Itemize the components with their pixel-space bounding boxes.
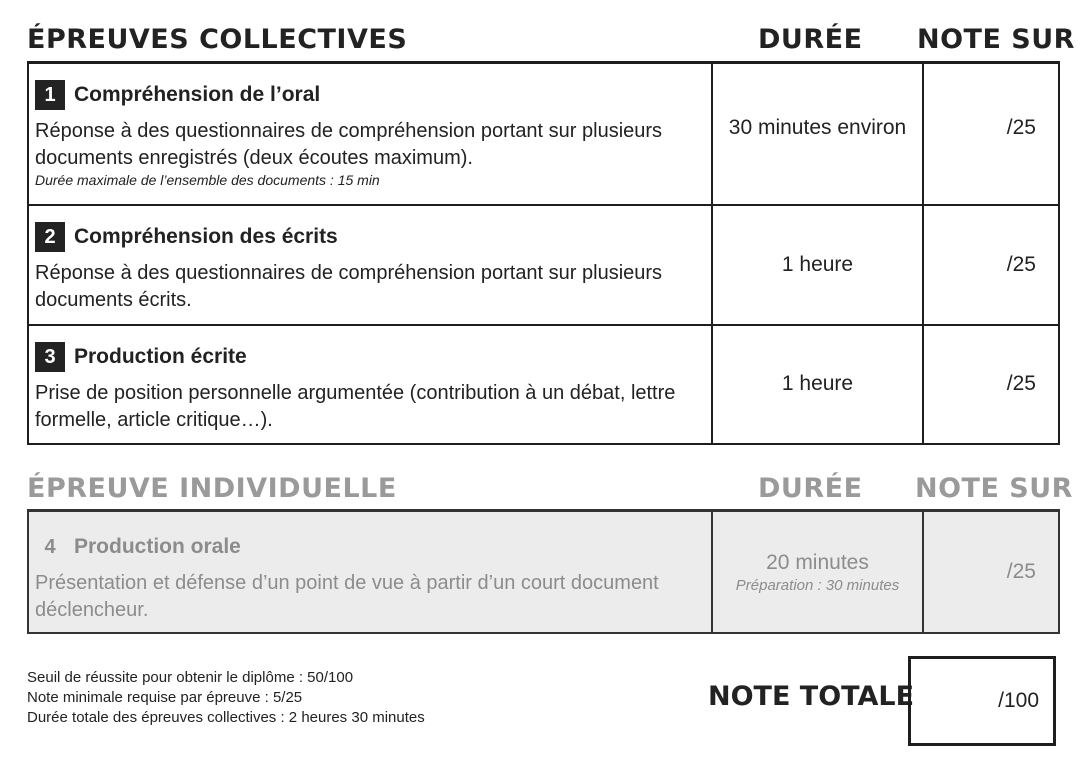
collective-score-header: NOTE SUR — [917, 24, 1075, 55]
table-row — [28, 63, 1059, 205]
table-row — [28, 325, 1059, 444]
exam-title: Production écrite — [74, 344, 247, 368]
table-row — [28, 205, 1059, 325]
collective-duration-header: DURÉE — [758, 24, 863, 55]
exam-score: /25 — [923, 511, 1059, 634]
exam-duration-cell — [712, 511, 923, 634]
exam-description: Présentation et défense d’un point de vue à partir d’un court document déclencheur. — [35, 572, 659, 621]
exam-description-cell — [28, 63, 712, 205]
minimum-score-text: Note minimale requise par épreuve : 5/25 — [27, 689, 303, 706]
total-score-value: /100 — [998, 689, 1039, 712]
table-row — [28, 511, 1059, 634]
total-score-label: NOTE TOTALE — [708, 681, 915, 712]
exam-duration: 20 minutes — [766, 550, 869, 574]
exam-title: Compréhension de l’oral — [74, 83, 321, 106]
exam-description: Réponse à des questionnaires de compréhension portant sur plusieurs documents enregistrés (deux écoutes maximum). — [35, 120, 663, 169]
individual-exams-table — [27, 509, 1060, 634]
exam-description-cell — [28, 205, 712, 325]
exam-description-cell — [28, 511, 712, 634]
collective-exams-table — [27, 61, 1060, 445]
exam-description: Réponse à des questionnaires de compréhension portant sur plusieurs documents écrits. — [35, 261, 663, 311]
exam-number-badge: 3 — [35, 342, 65, 372]
exam-title: Production orale — [74, 535, 241, 558]
exam-score: /25 — [923, 205, 1059, 325]
total-score-box — [908, 656, 1056, 746]
exam-score: /25 — [923, 63, 1059, 205]
exam-duration: 30 minutes environ — [712, 63, 923, 205]
exam-title: Compréhension des écrits — [74, 224, 338, 248]
exam-number-badge: 1 — [35, 80, 65, 110]
exam-score: /25 — [923, 325, 1059, 444]
individual-section-title: ÉPREUVE INDIVIDUELLE — [27, 473, 397, 504]
exam-description-cell — [28, 325, 712, 444]
total-duration-text: Durée totale des épreuves collectives : 2 heures 30 minutes — [27, 709, 425, 726]
pass-threshold-text: Seuil de réussite pour obtenir le diplôme : 50/100 — [27, 669, 354, 686]
exam-note: Durée maximale de l’ensemble des documents : 15 min — [35, 172, 380, 188]
collective-section-title: ÉPREUVES COLLECTIVES — [27, 24, 408, 55]
exam-number-badge: 4 — [44, 536, 56, 558]
individual-duration-header: DURÉE — [758, 473, 863, 504]
individual-score-header: NOTE SUR — [915, 473, 1073, 504]
exam-duration: 1 heure — [712, 325, 923, 444]
exam-description: Prise de position personnelle argumentée (contribution à un débat, lettre formelle, article critique…). — [35, 381, 676, 431]
exam-number-badge: 2 — [35, 222, 65, 252]
exam-preparation-note: Préparation : 30 minutes — [735, 576, 900, 594]
exam-duration: 1 heure — [712, 205, 923, 325]
